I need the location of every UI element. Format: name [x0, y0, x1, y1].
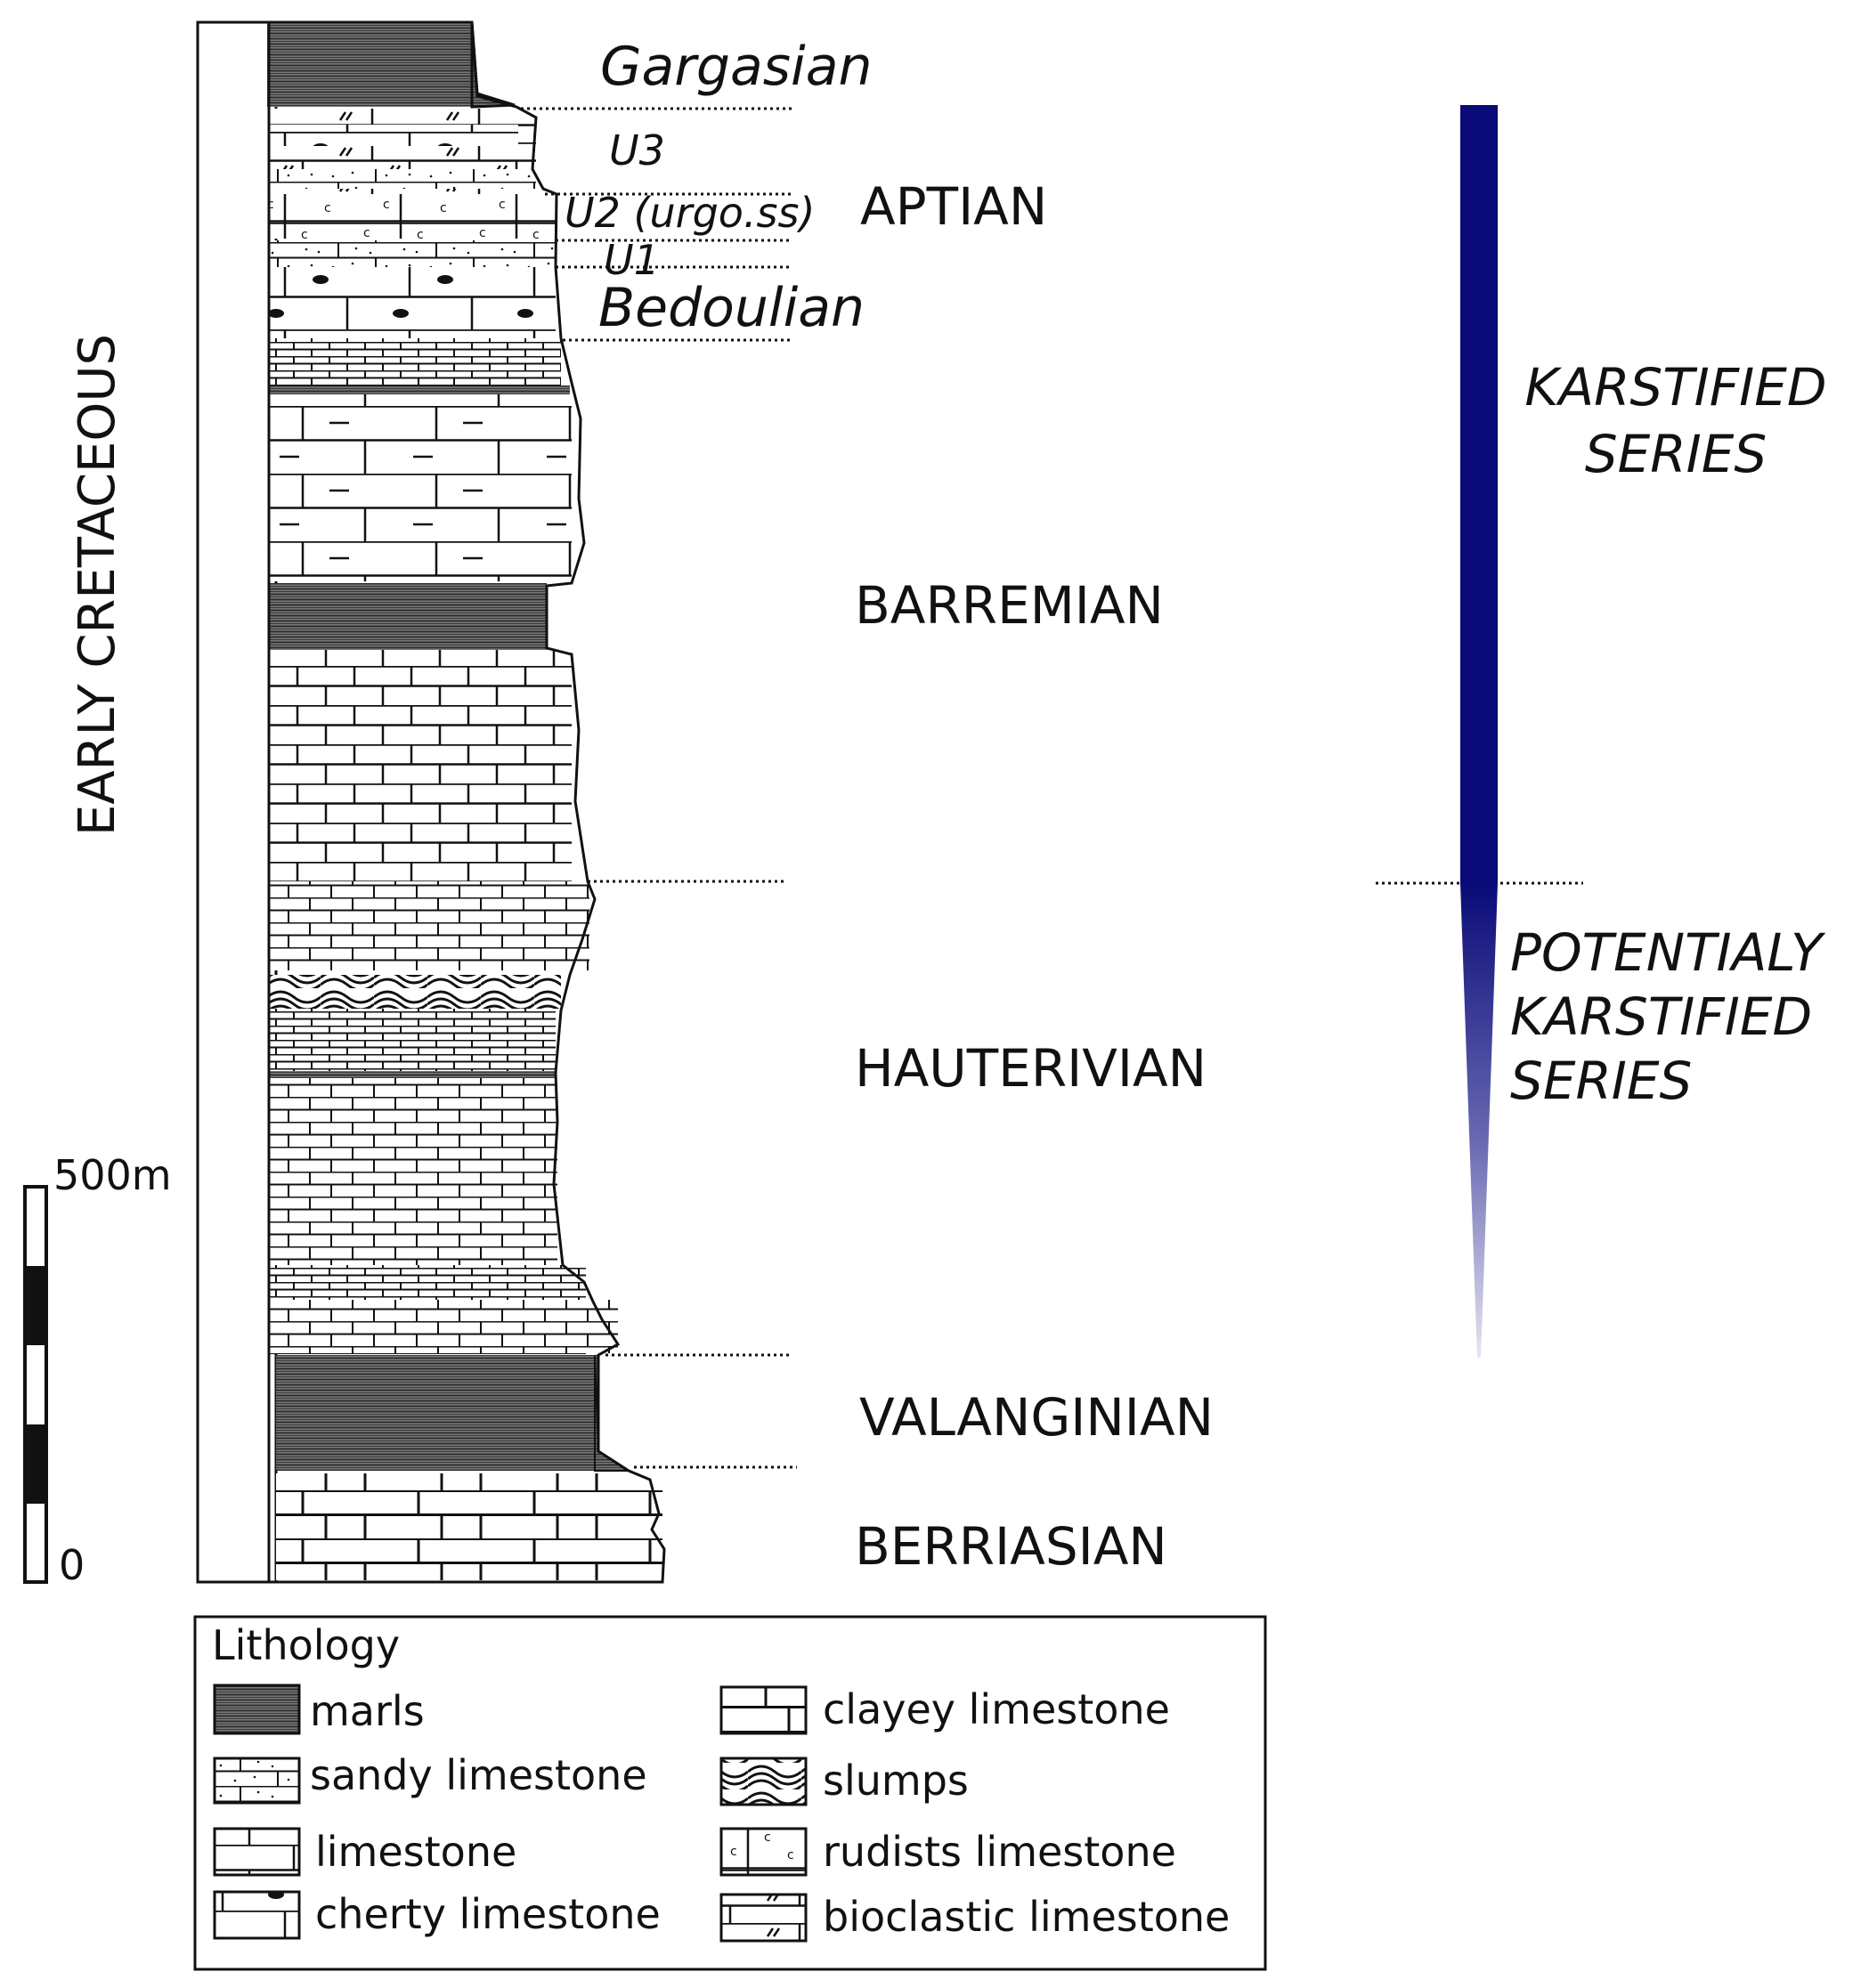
era-label: EARLY CRETACEOUS: [69, 333, 126, 837]
legend-swatch-marls: [215, 1685, 299, 1733]
karst-indicator: [1460, 105, 1827, 1358]
era-column: [69, 22, 276, 1582]
karstified-label-line1: KARSTIFIED: [1524, 357, 1827, 418]
bed-thin-limestone-hauterivian: [269, 1009, 556, 1073]
bed-marls-gargasian: [267, 22, 472, 107]
legend-label-marls: marls: [310, 1687, 425, 1735]
bed-marl-band-1: [269, 385, 570, 394]
legend-swatch-clayey: [721, 1687, 806, 1733]
legend-label-slumps: slumps: [823, 1757, 969, 1805]
legend-swatch-bioclastic: [721, 1895, 806, 1941]
bed-rudists-u2: [269, 194, 556, 239]
legend-swatch-limestone: [215, 1829, 299, 1875]
potential-karst-wedge: [1460, 883, 1498, 1358]
legend-label-bioclastic: bioclastic limestone: [823, 1893, 1231, 1941]
legend-label-rudists: rudists limestone: [823, 1828, 1176, 1876]
bed-marls-barremian: [269, 583, 547, 650]
bed-marl-band-2: [269, 1071, 556, 1078]
bed-thin-limestone-top: [269, 338, 561, 392]
legend-swatch-sandy: [215, 1758, 299, 1803]
potential-label-line2: KARSTIFIED: [1510, 986, 1813, 1047]
scale-bar: [25, 1151, 172, 1589]
bed-thin-limestone-boundary: [269, 881, 589, 970]
bed-sandy-u1: [269, 240, 556, 267]
karstified-bar: [1460, 105, 1498, 883]
legend-label-clayey: clayey limestone: [823, 1685, 1170, 1733]
label-berriasian: BERRIASIAN: [855, 1516, 1167, 1577]
label-aptian: APTIAN: [860, 176, 1048, 237]
bed-cherty-u3: [269, 125, 518, 146]
label-u1: U1: [604, 236, 660, 284]
bed-bioclastic-u3: [269, 109, 536, 207]
scale-bottom-label: 0: [59, 1541, 85, 1589]
label-barremian: BARREMIAN: [855, 575, 1164, 636]
substage-labels: [565, 36, 873, 339]
legend-title: Lithology: [212, 1621, 401, 1669]
bed-marls-valanginian: [276, 1355, 598, 1471]
legend-swatch-rudists: [721, 1829, 806, 1875]
label-valanginian: VALANGINIAN: [859, 1387, 1214, 1448]
bed-clayey-berriasian: [276, 1473, 662, 1580]
potential-label-line3: SERIES: [1510, 1051, 1693, 1111]
karstified-label-line2: SERIES: [1584, 424, 1767, 484]
bed-limestone-barremian: [269, 650, 572, 881]
label-hauterivian: HAUTERIVIAN: [855, 1038, 1207, 1099]
stage-labels: [855, 176, 1214, 1577]
scale-top-label: 500m: [53, 1151, 172, 1199]
bed-sandy-u3: [269, 169, 536, 189]
legend-label-cherty: cherty limestone: [315, 1890, 661, 1938]
potential-label-line1: POTENTIALY: [1510, 922, 1823, 983]
bed-cherty-bedoulian: [269, 267, 556, 338]
bed-limestone-hauterivian: [269, 1078, 557, 1265]
label-u2: U2 (urgo.ss): [565, 189, 816, 237]
lithology-legend: [195, 1617, 1265, 1969]
legend-label-limestone: limestone: [315, 1828, 517, 1876]
legend-swatch-cherty: [215, 1892, 299, 1938]
bed-slumps: [269, 975, 561, 1009]
bed-barremian-marked: [269, 394, 572, 581]
label-bedoulian: Bedoulian: [598, 277, 865, 339]
label-gargasian: Gargasian: [600, 36, 873, 98]
label-u3: U3: [609, 126, 665, 174]
legend-label-sandy: sandy limestone: [310, 1751, 647, 1799]
legend-swatch-slumps: [721, 1758, 806, 1805]
bed-limestone-hauterivian-base: [269, 1300, 618, 1353]
